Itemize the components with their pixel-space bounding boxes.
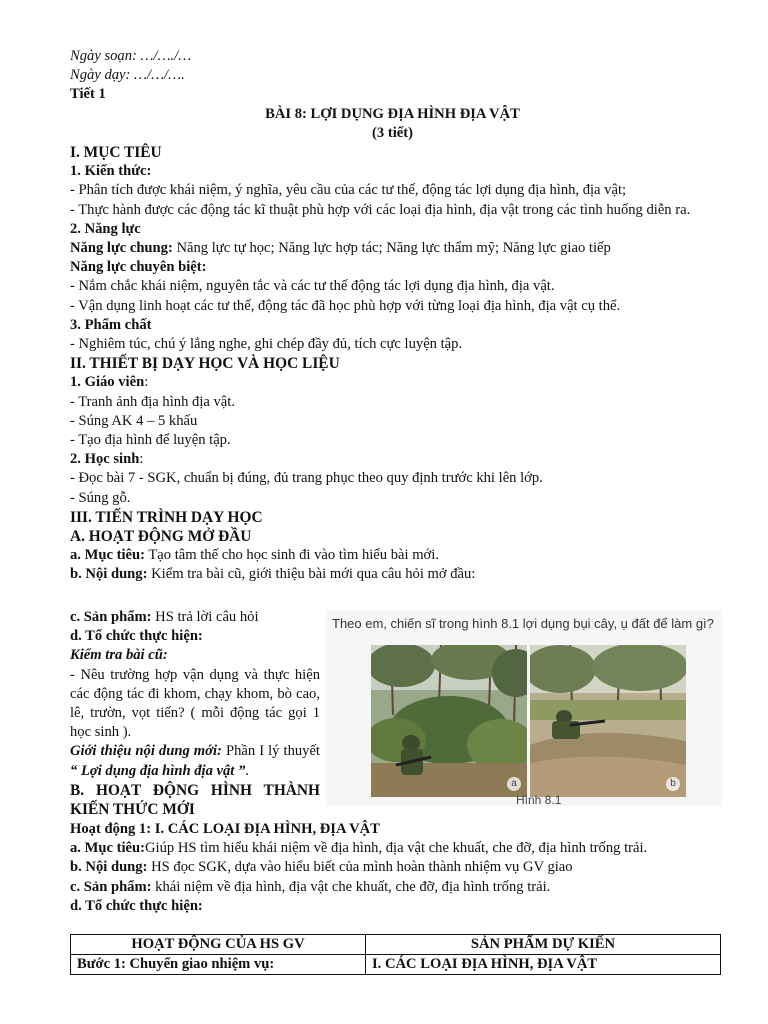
header-block: [70, 47, 715, 585]
figure-question: Theo em, chiến sĩ trong hình 8.1 lợi dụng bụi cây, ụ đất để làm gì?: [332, 616, 714, 631]
nang-luc-chung-text: Năng lực tự học; Năng lực hợp tác; Năng lực thẩm mỹ; Năng lực giao tiếp: [172, 240, 611, 257]
gioi-thieu-quote: “ Lợi dụng địa hình địa vật ”: [70, 762, 246, 779]
giao-vien-item-2: - Súng AK 4 – 5 khẩu: [70, 412, 198, 429]
nang-luc-heading: 2. Năng lực: [70, 220, 141, 237]
kien-thuc-item-1: - Phân tích được khái niệm, ý nghĩa, yêu cầu của các tư thế, động tác lợi dụng địa hình, địa vật;: [70, 182, 627, 199]
hoat-dong-hinh-thanh-heading: B. HOẠT ĐỘNG HÌNH THÀNH KIẾN THỨC MỚI: [70, 781, 320, 819]
lesson-title: BÀI 8: LỢI DỤNG ĐỊA HÌNH ĐỊA VẬT: [265, 105, 520, 122]
a-muc-tieu: [70, 546, 715, 565]
hd1-san-pham-text: khái niệm về địa hình, địa vật che khuất, che đỡ, địa hình trống trải.: [151, 878, 551, 895]
kien-thuc-item-2: - Thực hành được các động tác kĩ thuật phù hợp với các loại địa hình, địa vật trong các tình huống diễn ra.: [70, 201, 691, 218]
gioi-thieu-noi-dung: [70, 742, 320, 780]
photo-label-b: b: [666, 777, 680, 791]
a-noi-dung: [70, 565, 715, 584]
figure-caption: Hình 8.1: [516, 793, 562, 807]
pham-chat-heading: 3. Phẩm chất: [70, 316, 152, 333]
table-header-product: SẢN PHẨM DỰ KIẾN: [366, 935, 721, 955]
hoat-dong-mo-dau-heading: A. HOẠT ĐỘNG MỞ ĐẦU: [70, 528, 252, 546]
hd1-to-chuc-label: d. Tổ chức thực hiện:: [70, 897, 203, 914]
opening-activity-column: [70, 608, 320, 819]
nang-luc-chuyen-biet-item-2: - Vận dụng linh hoạt các tư thế, động tác đã học phù hợp với từng loại địa hình, địa vật cụ thể.: [70, 297, 621, 314]
figure-8-1: [326, 610, 722, 806]
hd1-san-pham-label: c. Sản phẩm:: [70, 878, 152, 895]
hd1-muc-tieu-label: a. Mục tiêu:: [70, 840, 145, 857]
a-san-pham-text: HS trả lời câu hỏi: [151, 609, 259, 625]
hd1-muc-tieu-text: Giúp HS tìm hiểu khái niệm về địa hình, địa vật che khuất, che đỡ, địa hình trống trải.: [144, 840, 648, 857]
activity-table: [70, 934, 721, 975]
a-noi-dung-text: Kiểm tra bài cũ, giới thiệu bài mới qua câu hỏi mở đầu:: [147, 566, 476, 583]
tiet-label: Tiết 1: [70, 86, 106, 103]
gioi-thieu-label: Giới thiệu nội dung mới:: [70, 743, 222, 760]
kiem-tra-bai-cu-label: Kiểm tra bài cũ:: [70, 647, 168, 664]
hoc-sinh-heading: [70, 450, 715, 469]
hoc-sinh-item-2: - Súng gỗ.: [70, 489, 131, 506]
hd1-san-pham: [70, 878, 715, 897]
giao-vien-colon: :: [144, 374, 149, 391]
table-header-row: [71, 935, 721, 955]
activity-1-block: [70, 820, 715, 916]
photo-label-a: a: [507, 777, 521, 791]
section-thiet-bi-heading: II. THIẾT BỊ DẠY HỌC VÀ HỌC LIỆU: [70, 355, 340, 373]
nang-luc-chung-label: Năng lực chung:: [70, 240, 173, 257]
giao-vien-heading: [70, 373, 715, 392]
hoc-sinh-colon: :: [139, 451, 144, 468]
giao-vien-label: 1. Giáo viên: [70, 374, 145, 391]
kiem-tra-bai-cu-text: - Nêu trường hợp vận dụng và thực hiện các động tác đi khom, chạy khom, bò cao, lê, trườn, vọt tiến? ( mỗi động tác gọi 1 học sinh ).: [70, 666, 320, 741]
hd1-noi-dung-label: b. Nội dung:: [70, 859, 148, 876]
hoc-sinh-item-1: - Đọc bài 7 - SGK, chuẩn bị đúng, đủ trang phục theo quy định trước khi lên lớp.: [70, 470, 543, 487]
giao-vien-item-1: - Tranh ảnh địa hình địa vật.: [70, 393, 235, 410]
hd1-noi-dung: [70, 858, 715, 877]
hoc-sinh-label: 2. Học sinh: [70, 451, 140, 468]
ngay-soan: Ngày soạn: …/…./…: [70, 48, 192, 64]
hoat-dong-1-heading: Hoạt động 1: I. CÁC LOẠI ĐỊA HÌNH, ĐỊA VẬT: [70, 821, 380, 837]
giao-vien-item-3: - Tạo địa hình để luyện tập.: [70, 432, 231, 449]
pham-chat-item-1: - Nghiêm túc, chú ý lắng nghe, ghi chép đầy đủ, tích cực luyện tập.: [70, 336, 463, 353]
nang-luc-chuyen-biet-item-1: - Nắm chắc khái niệm, nguyên tắc và các tư thế động tác lợi dụng địa hình, địa vật.: [70, 278, 555, 295]
a-noi-dung-label: b. Nội dung:: [70, 566, 148, 583]
photo-soldier-bush: [371, 645, 527, 797]
table-row: [71, 955, 721, 975]
a-muc-tieu-text: Tạo tâm thế cho học sinh đi vào tìm hiểu bài mới.: [144, 547, 439, 564]
a-muc-tieu-label: a. Mục tiêu:: [70, 547, 145, 564]
lesson-subtitle: (3 tiết): [372, 124, 413, 141]
a-san-pham: [70, 608, 320, 627]
kien-thuc-heading: 1. Kiến thức:: [70, 163, 152, 180]
table-cell-step-1: Bước 1: Chuyển giao nhiệm vụ:: [71, 955, 366, 975]
gioi-thieu-end: .: [245, 762, 249, 779]
a-san-pham-label: c. Sản phẩm:: [70, 609, 152, 625]
nang-luc-chung: [70, 239, 715, 258]
table-cell-product-1: I. CÁC LOẠI ĐỊA HÌNH, ĐỊA VẬT: [366, 955, 721, 975]
table-header-activity: HOẠT ĐỘNG CỦA HS GV: [71, 935, 366, 955]
section-tien-trinh-heading: III. TIẾN TRÌNH DẠY HỌC: [70, 508, 263, 526]
ngay-day: Ngày dạy: …/…/….: [70, 67, 185, 84]
gioi-thieu-text: Phần I lý thuyết: [221, 743, 320, 760]
section-muc-tieu-heading: I. MỤC TIÊU: [70, 144, 162, 162]
nang-luc-chuyen-biet-heading: Năng lực chuyên biệt:: [70, 259, 207, 276]
a-to-chuc-label: d. Tổ chức thực hiện:: [70, 628, 203, 645]
photo-soldier-mound: [530, 645, 686, 797]
hd1-noi-dung-text: HS đọc SGK, dựa vào hiểu biết của mình hoàn thành nhiệm vụ GV giao: [147, 859, 573, 876]
hd1-muc-tieu: [70, 839, 715, 858]
